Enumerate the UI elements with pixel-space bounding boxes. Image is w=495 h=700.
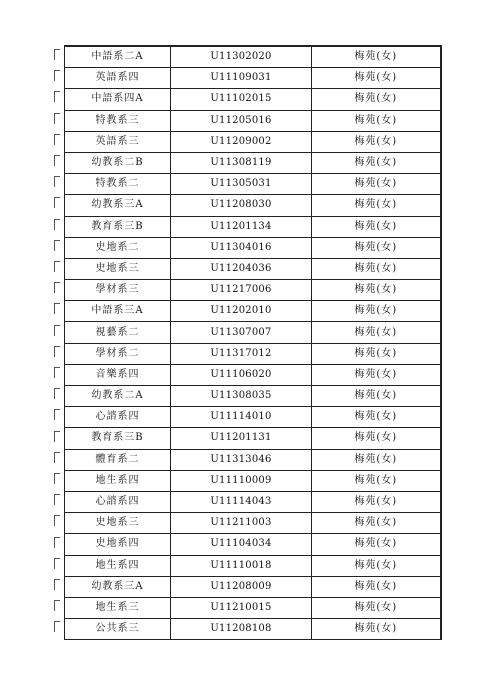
student-id-cell: U11202010 xyxy=(171,301,312,322)
margin-mark xyxy=(54,155,60,166)
dorm-cell: 梅苑(女) xyxy=(312,237,441,258)
margin-mark xyxy=(54,346,60,357)
margin-mark xyxy=(54,409,60,420)
department-cell: 中語系二A xyxy=(65,46,171,68)
student-id-cell: U11109031 xyxy=(171,68,312,89)
table-row xyxy=(65,364,441,385)
dorm-cell: 梅苑(女) xyxy=(312,89,441,110)
dorm-cell: 梅苑(女) xyxy=(312,449,441,470)
table-row xyxy=(65,152,441,173)
department-cell: 教育系三B xyxy=(65,428,171,449)
student-id-cell: U11305031 xyxy=(171,174,312,195)
student-id-cell: U11208009 xyxy=(171,576,312,597)
dorm-cell: 梅苑(女) xyxy=(312,68,441,89)
dorm-cell: 梅苑(女) xyxy=(312,195,441,216)
margin-mark xyxy=(54,558,60,569)
margin-mark xyxy=(54,282,60,293)
table-row xyxy=(65,89,441,110)
student-id-cell: U11304016 xyxy=(171,237,312,258)
student-id-cell: U11313046 xyxy=(171,449,312,470)
table-row xyxy=(65,216,441,237)
margin-mark xyxy=(54,431,60,442)
margin-mark xyxy=(54,621,60,632)
margin-mark xyxy=(54,473,60,484)
student-id-cell: U11217006 xyxy=(171,280,312,301)
department-cell: 音樂系四 xyxy=(65,364,171,385)
margin-mark xyxy=(54,579,60,590)
dorm-cell: 梅苑(女) xyxy=(312,513,441,534)
margin-mark xyxy=(54,70,60,81)
department-cell: 中語系四A xyxy=(65,89,171,110)
student-id-cell: U11204036 xyxy=(171,258,312,279)
margin-mark xyxy=(54,113,60,124)
student-id-cell: U11209002 xyxy=(171,131,312,152)
table-row xyxy=(65,470,441,491)
margin-mark xyxy=(54,303,60,314)
department-cell: 地生系四 xyxy=(65,555,171,576)
table-body xyxy=(65,46,441,640)
student-id-cell: U11110018 xyxy=(171,555,312,576)
dorm-cell: 梅苑(女) xyxy=(312,470,441,491)
margin-mark xyxy=(54,367,60,378)
margin-mark xyxy=(54,600,60,611)
margin-mark xyxy=(54,537,60,548)
table-row xyxy=(65,576,441,597)
dorm-cell: 梅苑(女) xyxy=(312,555,441,576)
dorm-cell: 梅苑(女) xyxy=(312,258,441,279)
department-cell: 體育系二 xyxy=(65,449,171,470)
table-row xyxy=(65,513,441,534)
dorm-cell: 梅苑(女) xyxy=(312,407,441,428)
department-cell: 學材系二 xyxy=(65,343,171,364)
table-row xyxy=(65,68,441,89)
margin-mark xyxy=(54,452,60,463)
department-cell: 心諮系四 xyxy=(65,407,171,428)
department-cell: 特教系二 xyxy=(65,174,171,195)
margin-mark xyxy=(54,261,60,272)
table-row xyxy=(65,386,441,407)
table-row xyxy=(65,195,441,216)
table-row xyxy=(65,110,441,131)
table-row xyxy=(65,407,441,428)
department-cell: 教育系三B xyxy=(65,216,171,237)
student-id-cell: U11102015 xyxy=(171,89,312,110)
department-cell: 地生系四 xyxy=(65,470,171,491)
student-id-cell: U11308035 xyxy=(171,386,312,407)
student-id-cell: U11201134 xyxy=(171,216,312,237)
student-id-cell: U11110009 xyxy=(171,470,312,491)
dorm-cell: 梅苑(女) xyxy=(312,619,441,640)
department-cell: 史地系四 xyxy=(65,534,171,555)
department-cell: 英語系四 xyxy=(65,68,171,89)
department-cell: 視藝系二 xyxy=(65,322,171,343)
department-cell: 史地系三 xyxy=(65,258,171,279)
department-cell: 學材系三 xyxy=(65,280,171,301)
student-id-cell: U11308119 xyxy=(171,152,312,173)
table-row xyxy=(65,131,441,152)
table-row xyxy=(65,301,441,322)
dorm-cell: 梅苑(女) xyxy=(312,343,441,364)
dorm-cell: 梅苑(女) xyxy=(312,534,441,555)
dorm-cell: 梅苑(女) xyxy=(312,301,441,322)
department-cell: 英語系三 xyxy=(65,131,171,152)
student-id-cell: U11106020 xyxy=(171,364,312,385)
dorm-cell: 梅苑(女) xyxy=(312,216,441,237)
table-row xyxy=(65,322,441,343)
margin-mark xyxy=(54,134,60,145)
student-id-cell: U11210015 xyxy=(171,597,312,618)
margin-mark xyxy=(54,197,60,208)
department-cell: 心諮系四 xyxy=(65,491,171,512)
student-id-cell: U11201131 xyxy=(171,428,312,449)
student-id-cell: U11104034 xyxy=(171,534,312,555)
dorm-cell: 梅苑(女) xyxy=(312,152,441,173)
table-row xyxy=(65,343,441,364)
margin-mark xyxy=(54,325,60,336)
student-id-cell: U11317012 xyxy=(171,343,312,364)
dorm-cell: 梅苑(女) xyxy=(312,110,441,131)
student-id-cell: U11114010 xyxy=(171,407,312,428)
margin-mark xyxy=(54,240,60,251)
dorm-cell: 梅苑(女) xyxy=(312,174,441,195)
dorm-cell: 梅苑(女) xyxy=(312,597,441,618)
table-row xyxy=(65,428,441,449)
student-id-cell: U11205016 xyxy=(171,110,312,131)
table-row xyxy=(65,258,441,279)
department-cell: 幼教系三A xyxy=(65,576,171,597)
margin-mark xyxy=(54,494,60,505)
dorm-cell: 梅苑(女) xyxy=(312,322,441,343)
department-cell: 中語系三A xyxy=(65,301,171,322)
dorm-cell: 梅苑(女) xyxy=(312,576,441,597)
margin-mark xyxy=(54,91,60,102)
student-id-cell: U11114043 xyxy=(171,491,312,512)
table-row xyxy=(65,280,441,301)
student-id-cell: U11302020 xyxy=(171,46,312,68)
table-row xyxy=(65,597,441,618)
department-cell: 地生系三 xyxy=(65,597,171,618)
dorm-cell: 梅苑(女) xyxy=(312,428,441,449)
table-row xyxy=(65,46,441,68)
table-row xyxy=(65,449,441,470)
dorm-cell: 梅苑(女) xyxy=(312,364,441,385)
table-row xyxy=(65,491,441,512)
department-cell: 史地系三 xyxy=(65,513,171,534)
table-row xyxy=(65,619,441,640)
dorm-cell: 梅苑(女) xyxy=(312,280,441,301)
margin-mark xyxy=(54,388,60,399)
margin-mark xyxy=(54,176,60,187)
dorm-cell: 梅苑(女) xyxy=(312,46,441,68)
department-cell: 公共系三 xyxy=(65,619,171,640)
department-cell: 特教系三 xyxy=(65,110,171,131)
margin-mark xyxy=(54,49,60,60)
table-row xyxy=(65,174,441,195)
table-row xyxy=(65,237,441,258)
student-id-cell: U11208108 xyxy=(171,619,312,640)
dorm-cell: 梅苑(女) xyxy=(312,491,441,512)
department-cell: 史地系二 xyxy=(65,237,171,258)
student-id-cell: U11211003 xyxy=(171,513,312,534)
margin-mark xyxy=(54,219,60,230)
dorm-cell: 梅苑(女) xyxy=(312,386,441,407)
dorm-assignment-table xyxy=(64,45,442,640)
table-row xyxy=(65,555,441,576)
department-cell: 幼教系二B xyxy=(65,152,171,173)
student-id-cell: U11307007 xyxy=(171,322,312,343)
left-margin-marks xyxy=(54,45,62,640)
department-cell: 幼教系三A xyxy=(65,195,171,216)
margin-mark xyxy=(54,515,60,526)
table-row xyxy=(65,534,441,555)
student-id-cell: U11208030 xyxy=(171,195,312,216)
dorm-cell: 梅苑(女) xyxy=(312,131,441,152)
department-cell: 幼教系二A xyxy=(65,386,171,407)
